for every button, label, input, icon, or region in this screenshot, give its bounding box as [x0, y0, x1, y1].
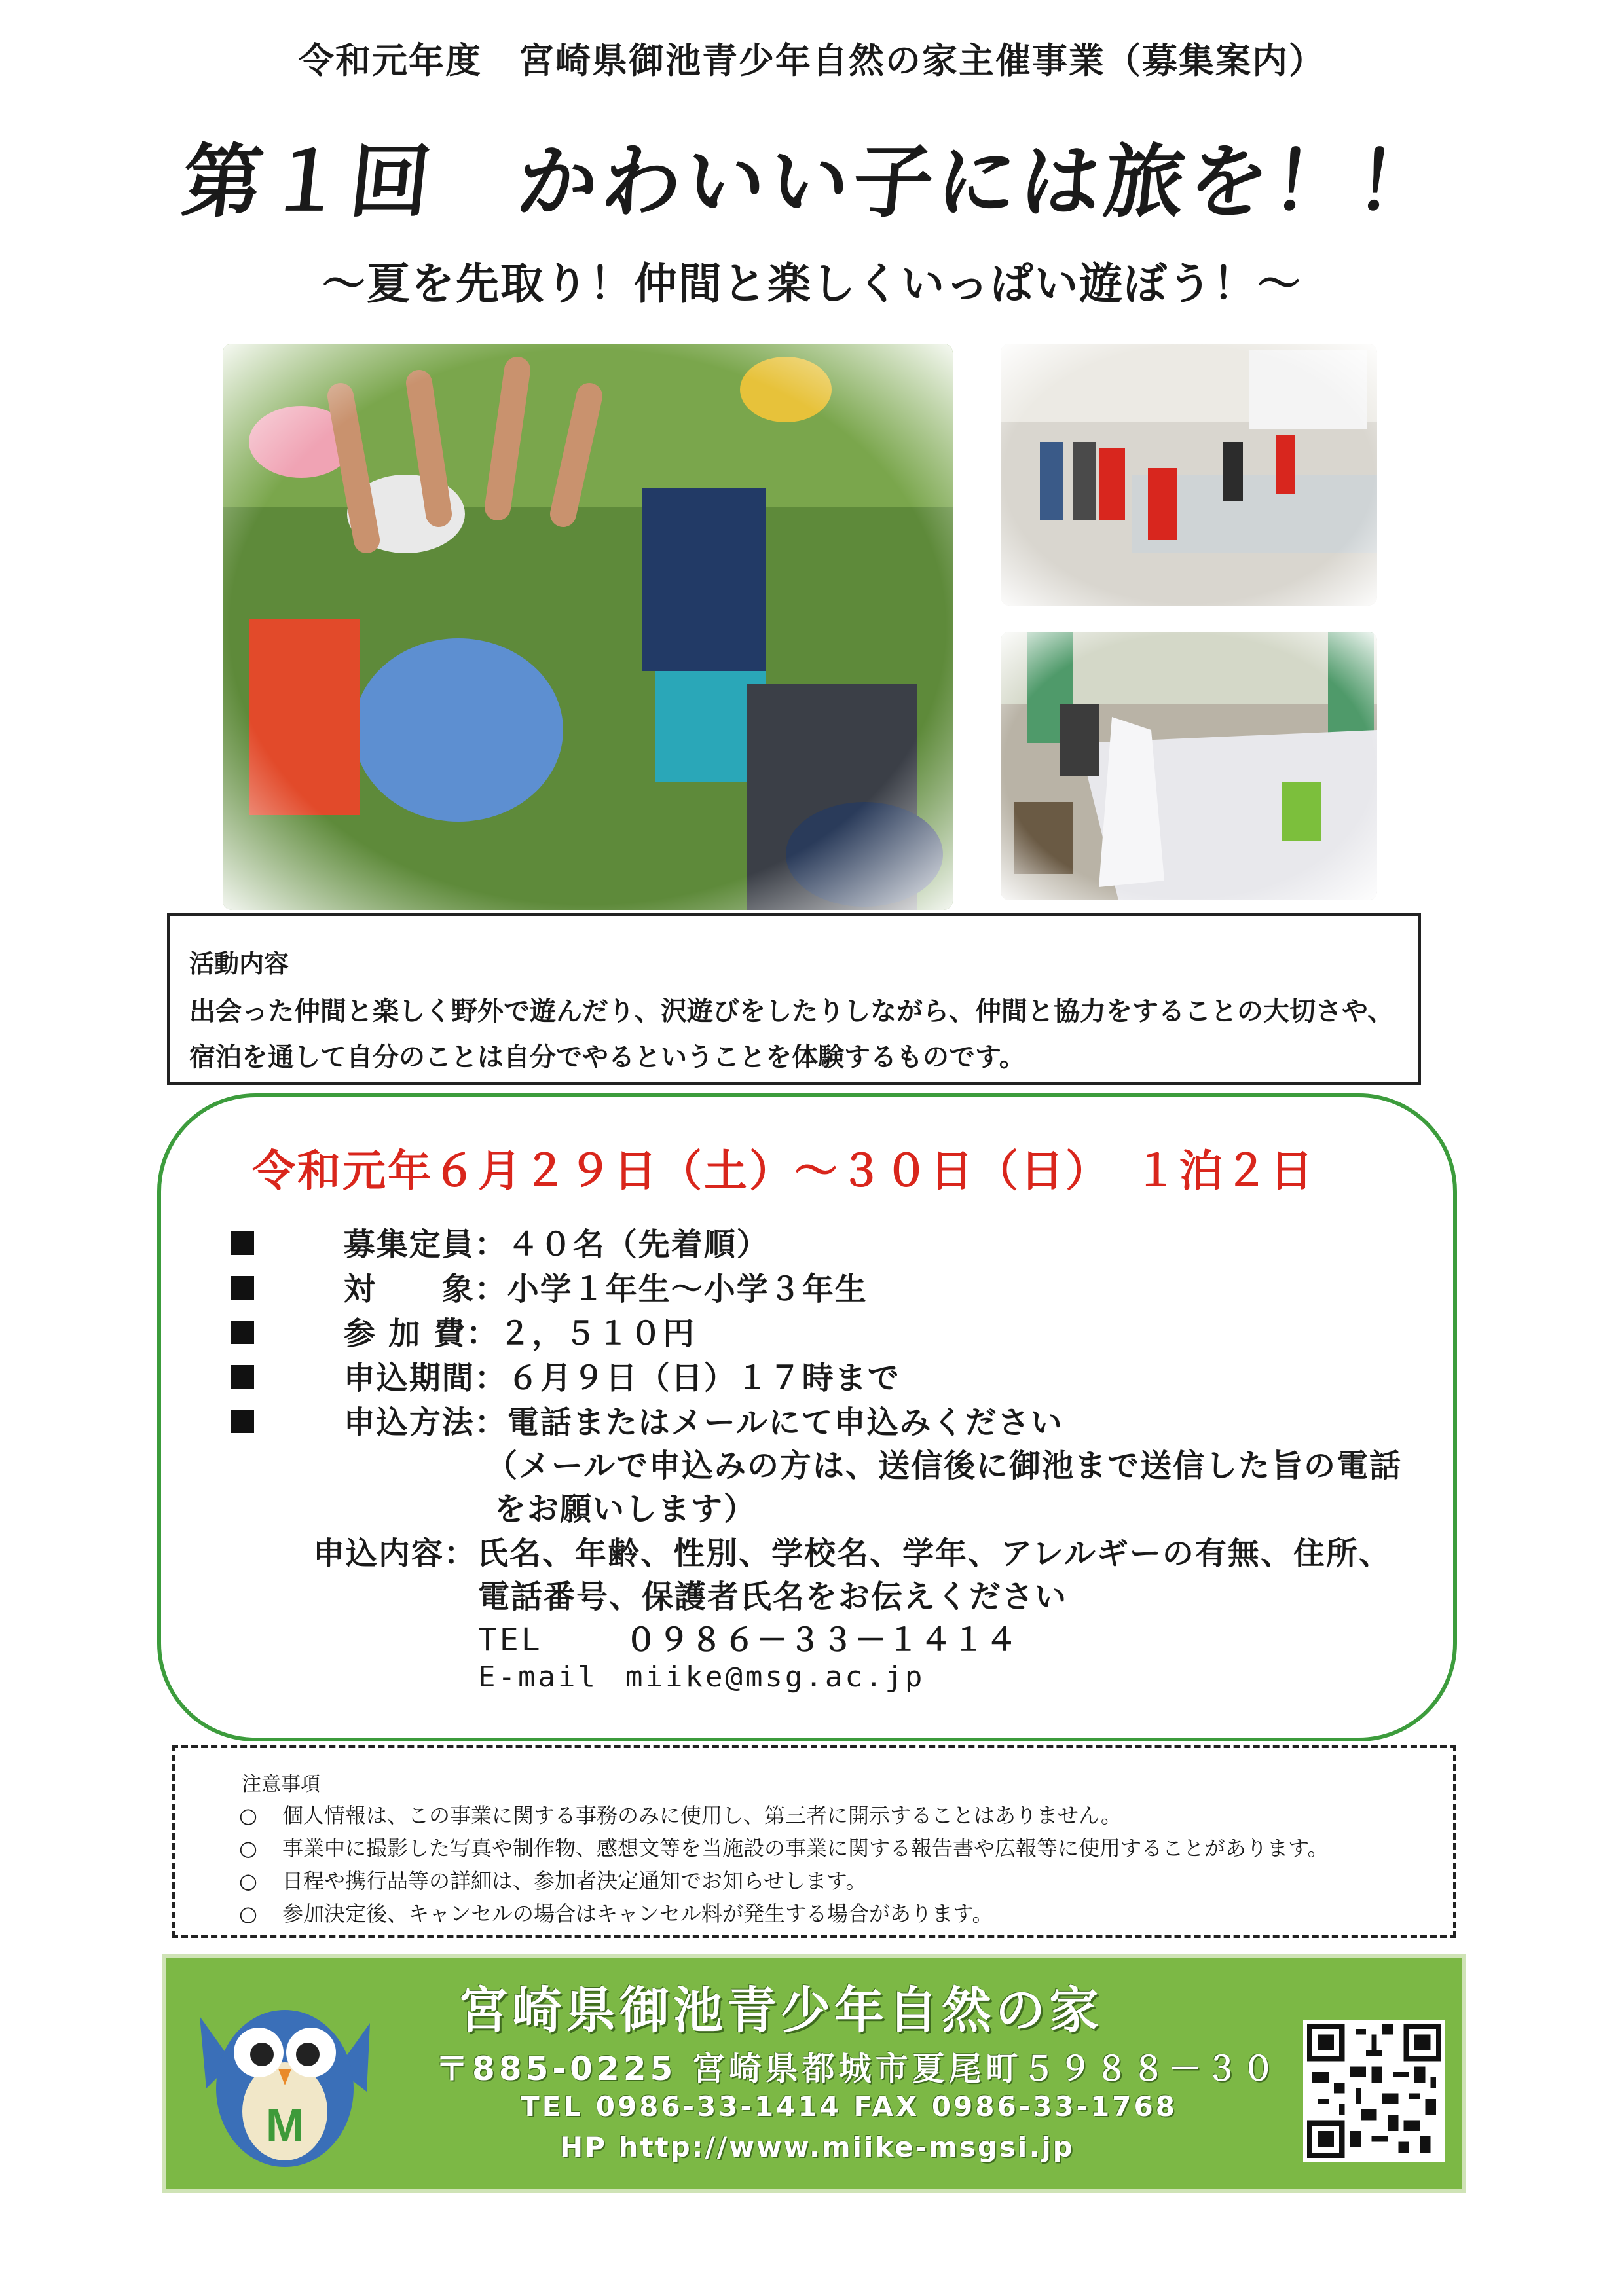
header-top-line: 令和元年度 宮崎県御池青少年自然の家主催事業（募集案内） — [299, 40, 1325, 81]
children-bedding-photo — [1001, 632, 1377, 900]
tel-row — [478, 1614, 1018, 1660]
capacity-row — [231, 1219, 769, 1264]
content-label: 申込内容： — [313, 1535, 477, 1572]
email-label: E-mail — [478, 1660, 598, 1694]
method-row — [231, 1397, 1063, 1442]
activity-section — [167, 913, 1421, 1085]
fee-label: 参 加 費： — [343, 1315, 500, 1352]
target-label: 対 象： — [343, 1271, 507, 1307]
content-value: 氏名、年齢、性別、学校名、学年、アレルギーの有無、住所、 — [477, 1535, 1392, 1572]
activity-line: 宿泊を通して自分のことは自分でやるということを体験するものです。 — [189, 1042, 1025, 1072]
notes-section — [172, 1745, 1456, 1938]
note-text: 日程や携行品等の詳細は、参加者決定通知でお知らせします。 — [282, 1868, 867, 1893]
circle-bullet-icon: ○ — [239, 1803, 257, 1828]
method-note-line: をお願いします） — [494, 1491, 757, 1527]
tel-label: TEL — [478, 1622, 543, 1658]
notes-heading: 注意事項 — [242, 1773, 320, 1796]
circle-bullet-icon: ○ — [239, 1836, 257, 1861]
square-bullet-icon — [231, 1365, 254, 1389]
tel-value: ０９８６－３３－１４１４ — [625, 1622, 1019, 1658]
circle-bullet-icon: ○ — [239, 1868, 257, 1893]
capacity-label: 募集定員： — [343, 1226, 507, 1263]
capacity-value: ４０名（先着順） — [507, 1226, 769, 1263]
page-subtitle: ～夏を先取り！仲間と楽しくいっぱい遊ぼう！～ — [322, 259, 1302, 309]
target-value: 小学１年生～小学３年生 — [507, 1271, 868, 1307]
note-text: 参加決定後、キャンセルの場合はキャンセル料が発生する場合があります。 — [282, 1901, 993, 1926]
method-note-line: （メールで申込みの方は、送信後に御池まで送信した旨の電話 — [486, 1448, 1403, 1484]
note-item — [240, 1799, 1453, 1832]
note-text: 事業中に撮影した写真や制作物、感想文等を当施設の事業に関する報告書や広報等に使用することがあります。 — [282, 1836, 1329, 1861]
note-item — [240, 1832, 1453, 1865]
event-date: 令和元年６月２９日（土）～３０日（日） １泊２日 — [252, 1146, 1315, 1196]
period-row — [231, 1353, 900, 1398]
period-label: 申込期間： — [343, 1360, 507, 1396]
fee-value: ２，５１０円 — [499, 1315, 696, 1352]
owl-logo-letter: M — [265, 2100, 304, 2151]
page-title: 第１回 かわいい子には旅を！！ — [177, 136, 1445, 228]
email-row — [478, 1658, 925, 1694]
footer-homepage[interactable]: HP http://www.miike-msgsi.jp — [560, 2131, 1075, 2163]
note-text: 個人情報は、この事業に関する事務のみに使用し、第三者に開示することはありません。 — [282, 1803, 1122, 1828]
email-value[interactable]: miike@msg.ac.jp — [625, 1660, 925, 1694]
children-outdoor-photo — [223, 344, 953, 910]
qr-code-icon[interactable] — [1303, 2020, 1445, 2162]
target-row — [231, 1264, 868, 1309]
activity-heading: 活動内容 — [189, 949, 289, 978]
square-bullet-icon — [231, 1321, 254, 1344]
method-label: 申込方法： — [343, 1404, 507, 1441]
footer-address: 〒885-0225 宮崎県都城市夏尾町５９８８－３０ — [435, 2050, 1279, 2088]
square-bullet-icon — [231, 1410, 254, 1433]
note-item — [240, 1897, 1453, 1930]
children-washing-photo — [1001, 344, 1377, 606]
footer-facility-name: 宮崎県御池青少年自然の家 — [458, 1981, 1103, 2039]
circle-bullet-icon: ○ — [239, 1901, 257, 1926]
method-value: 電話またはメールにて申込みください — [507, 1404, 1063, 1441]
content-row — [313, 1528, 1392, 1573]
content-value-line: 電話番号、保護者氏名をお伝えください — [478, 1578, 1068, 1615]
fee-row — [231, 1308, 695, 1353]
activity-line: 出会った仲間と楽しく野外で遊んだり、沢遊びをしたりしながら、仲間と協力をすることの大切さや、 — [189, 996, 1394, 1027]
square-bullet-icon — [231, 1231, 254, 1255]
period-value: ６月９日（日）１７時まで — [507, 1360, 900, 1396]
owl-mascot-icon — [180, 1977, 390, 2174]
activity-description — [189, 989, 1401, 1080]
note-item — [240, 1865, 1453, 1897]
footer-tel-fax: TEL 0986-33-1414 FAX 0986-33-1768 — [521, 2090, 1177, 2123]
square-bullet-icon — [231, 1276, 254, 1300]
